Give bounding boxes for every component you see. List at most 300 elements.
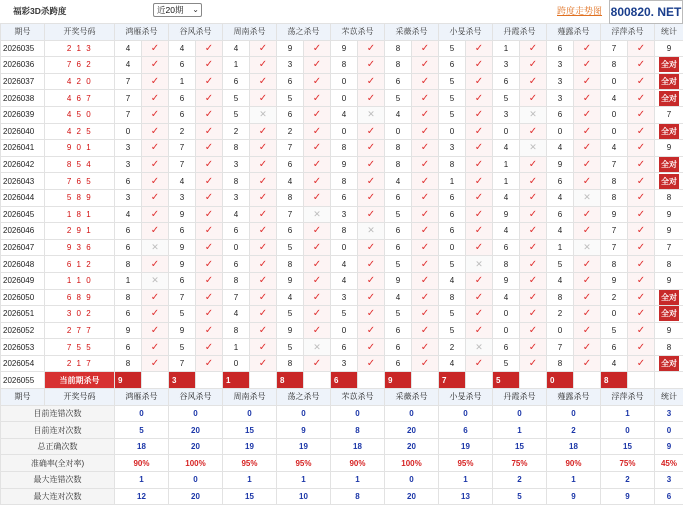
check-icon: ✓	[151, 76, 159, 87]
kill-number-cell: 6	[169, 223, 196, 240]
kill-number-cell: 4	[439, 355, 466, 372]
kill-number-cell: 5	[223, 106, 250, 123]
kill-number-cell: 6	[277, 223, 304, 240]
result-cell	[196, 256, 223, 273]
check-icon: ✓	[151, 93, 159, 104]
all-correct-badge: 全对	[659, 306, 679, 321]
column-header: 期号	[1, 389, 45, 406]
kill-number-cell: 5	[277, 306, 304, 323]
column-header: 薤露杀号	[547, 389, 601, 406]
check-icon: ✓	[205, 109, 213, 120]
kill-number-cell: 4	[601, 140, 628, 157]
open-number-cell: 8 5 4	[45, 156, 115, 173]
kill-number-cell: 8	[115, 256, 142, 273]
result-cell	[466, 106, 493, 123]
result-cell	[358, 256, 385, 273]
result-cell	[466, 322, 493, 339]
summary-label: 准确率(全对率)	[1, 455, 115, 472]
check-icon: ✓	[637, 76, 645, 87]
check-icon: ✓	[313, 142, 321, 153]
result-cell	[142, 173, 169, 190]
stat-cell	[655, 140, 683, 157]
stat-value: 8	[660, 340, 678, 355]
result-cell	[574, 339, 601, 356]
result-cell	[358, 239, 385, 256]
kill-number-cell: 4	[385, 106, 412, 123]
check-icon: ✓	[205, 342, 213, 353]
result-cell	[628, 289, 655, 306]
kill-number-cell: 3	[331, 289, 358, 306]
result-cell	[250, 289, 277, 306]
result-cell	[304, 173, 331, 190]
check-icon: ✓	[637, 259, 645, 270]
kill-number-cell: 5	[439, 256, 466, 273]
check-icon: ✓	[475, 43, 483, 54]
kill-number-cell: 4	[277, 173, 304, 190]
check-icon: ✓	[259, 43, 267, 54]
check-icon: ✓	[367, 192, 375, 203]
summary-value: 5	[493, 488, 547, 505]
result-cell	[304, 90, 331, 107]
kill-number-cell: 2	[547, 306, 574, 323]
check-icon: ✓	[259, 225, 267, 236]
table-row	[1, 239, 683, 256]
kill-number-cell: 1	[223, 57, 250, 74]
kill-number-cell: 8	[601, 189, 628, 206]
kill-number-cell: 8	[223, 272, 250, 289]
result-cell	[466, 173, 493, 190]
check-icon: ✓	[259, 142, 267, 153]
column-header: 丹霞杀号	[493, 389, 547, 406]
kill-number-cell: 8	[331, 173, 358, 190]
kill-number-cell: 0	[493, 306, 520, 323]
result-cell	[412, 322, 439, 339]
column-header: 开奖号码	[45, 389, 115, 406]
summary-value: 90%	[115, 455, 169, 472]
kill-number-cell: 8	[439, 289, 466, 306]
check-icon: ✓	[637, 142, 645, 153]
result-cell	[142, 73, 169, 90]
summary-value: 0	[169, 472, 223, 489]
check-icon: ✓	[475, 142, 483, 153]
check-icon: ✓	[151, 59, 159, 70]
result-cell	[466, 206, 493, 223]
summary-value: 0	[493, 405, 547, 422]
result-cell	[520, 239, 547, 256]
summary-value: 15	[223, 488, 277, 505]
kill-number-cell: 2	[169, 123, 196, 140]
check-icon: ✓	[367, 209, 375, 220]
result-cell	[574, 355, 601, 372]
table-row	[1, 206, 683, 223]
cross-icon: ✕	[367, 225, 375, 235]
all-correct-badge: 全对	[659, 124, 679, 139]
kill-number-cell: 4	[223, 40, 250, 57]
kill-number-cell: 0	[439, 123, 466, 140]
result-cell	[250, 90, 277, 107]
check-icon: ✓	[583, 225, 591, 236]
check-icon: ✓	[367, 176, 375, 187]
stat-value: 8	[660, 257, 678, 272]
stat-cell	[655, 206, 683, 223]
summary-value: 75%	[493, 455, 547, 472]
result-cell	[250, 123, 277, 140]
summary-row	[1, 472, 683, 489]
kill-number-cell: 9	[169, 322, 196, 339]
check-icon: ✓	[367, 76, 375, 87]
kill-number-cell: 8	[277, 189, 304, 206]
result-cell	[304, 57, 331, 74]
kill-number-cell: 6	[385, 339, 412, 356]
result-cell	[196, 339, 223, 356]
kill-number-cell: 7	[169, 156, 196, 173]
result-cell	[574, 306, 601, 323]
result-cell	[574, 106, 601, 123]
kill-number-cell: 9	[277, 322, 304, 339]
check-icon: ✓	[637, 43, 645, 54]
check-icon: ✓	[313, 176, 321, 187]
stat-cell	[655, 156, 683, 173]
open-number-cell: 4 2 5	[45, 123, 115, 140]
result-cell	[628, 106, 655, 123]
kill-number-cell: 7	[169, 289, 196, 306]
check-icon: ✓	[475, 209, 483, 220]
kill-number-cell: 3	[493, 57, 520, 74]
kill-number-cell: 1	[115, 272, 142, 289]
kill-number-cell: 8	[223, 322, 250, 339]
kill-number-cell: 7	[223, 289, 250, 306]
kill-number-cell: 4	[601, 355, 628, 372]
kill-number-cell: 2	[223, 123, 250, 140]
table-row	[1, 40, 683, 57]
current-kill-number: 0	[547, 372, 574, 389]
result-cell	[304, 256, 331, 273]
kill-number-cell: 0	[547, 123, 574, 140]
kill-number-cell: 6	[277, 106, 304, 123]
check-icon: ✓	[637, 109, 645, 120]
column-header: 采薇杀号	[385, 389, 439, 406]
result-cell	[196, 306, 223, 323]
kill-number-cell: 5	[331, 306, 358, 323]
check-icon: ✓	[475, 275, 483, 286]
result-cell	[412, 40, 439, 57]
check-icon: ✓	[151, 358, 159, 369]
result-cell	[520, 256, 547, 273]
summary-row	[1, 422, 683, 439]
kill-number-cell: 8	[385, 156, 412, 173]
check-icon: ✓	[583, 176, 591, 187]
check-icon: ✓	[259, 242, 267, 253]
check-icon: ✓	[367, 275, 375, 286]
all-correct-badge: 全对	[659, 91, 679, 106]
summary-value: 20	[385, 488, 439, 505]
check-icon: ✓	[313, 325, 321, 336]
column-header: 鸿雁杀号	[115, 24, 169, 41]
stat-cell	[655, 173, 683, 190]
kill-number-cell: 4	[547, 223, 574, 240]
check-icon: ✓	[367, 358, 375, 369]
summary-value: 1	[115, 472, 169, 489]
open-number-cell: 7 5 5	[45, 339, 115, 356]
summary-value: 15	[493, 438, 547, 455]
cross-icon: ✕	[259, 109, 267, 119]
table-row	[1, 223, 683, 240]
result-cell	[628, 256, 655, 273]
stat-cell	[655, 189, 683, 206]
check-icon: ✓	[259, 358, 267, 369]
kill-number-cell: 8	[547, 355, 574, 372]
kill-number-cell: 7	[169, 355, 196, 372]
kill-number-cell: 4	[547, 140, 574, 157]
check-icon: ✓	[259, 76, 267, 87]
stat-cell	[655, 106, 683, 123]
open-number-cell: 6 1 2	[45, 256, 115, 273]
result-cell	[520, 272, 547, 289]
kill-number-cell: 9	[547, 156, 574, 173]
result-cell	[304, 239, 331, 256]
result-cell	[142, 239, 169, 256]
result-cell	[142, 57, 169, 74]
result-cell	[520, 57, 547, 74]
result-cell	[412, 106, 439, 123]
result-cell	[250, 272, 277, 289]
empty-cell	[574, 372, 601, 389]
kill-number-cell: 3	[547, 57, 574, 74]
result-cell	[304, 156, 331, 173]
summary-value: 95%	[223, 455, 277, 472]
stat-cell	[655, 57, 683, 74]
result-cell	[196, 123, 223, 140]
check-icon: ✓	[475, 76, 483, 87]
stat-value: 7	[660, 240, 678, 255]
kill-number-cell: 1	[439, 173, 466, 190]
check-icon: ✓	[313, 109, 321, 120]
result-cell	[304, 339, 331, 356]
kill-number-cell: 7	[601, 239, 628, 256]
cross-icon: ✕	[529, 109, 537, 119]
check-icon: ✓	[205, 93, 213, 104]
check-icon: ✓	[421, 225, 429, 236]
kill-number-cell: 8	[331, 223, 358, 240]
check-icon: ✓	[205, 292, 213, 303]
check-icon: ✓	[529, 308, 537, 319]
check-icon: ✓	[637, 192, 645, 203]
check-icon: ✓	[421, 358, 429, 369]
result-cell	[412, 123, 439, 140]
kill-number-cell: 3	[169, 189, 196, 206]
summary-value: 1	[493, 422, 547, 439]
kill-number-cell: 4	[439, 272, 466, 289]
period-cell: 2026048	[1, 256, 45, 273]
kill-number-cell: 3	[223, 189, 250, 206]
table-row	[1, 140, 683, 157]
kill-number-cell: 6	[115, 339, 142, 356]
result-cell	[412, 239, 439, 256]
trend-chart-link[interactable]: 跨度走势图	[557, 4, 602, 17]
kill-number-cell: 6	[385, 355, 412, 372]
summary-value: 20	[385, 438, 439, 455]
all-correct-badge: 全对	[659, 74, 679, 89]
kill-number-cell: 6	[439, 223, 466, 240]
result-cell	[358, 173, 385, 190]
result-cell	[574, 289, 601, 306]
check-icon: ✓	[421, 192, 429, 203]
kill-number-cell: 9	[493, 272, 520, 289]
kill-number-cell: 4	[493, 140, 520, 157]
result-cell	[196, 206, 223, 223]
kill-number-cell: 9	[277, 272, 304, 289]
kill-number-cell: 6	[331, 189, 358, 206]
result-cell	[304, 206, 331, 223]
check-icon: ✓	[205, 242, 213, 253]
check-icon: ✓	[529, 209, 537, 220]
result-cell	[628, 156, 655, 173]
kill-number-cell: 8	[385, 140, 412, 157]
summary-value: 9	[547, 488, 601, 505]
kill-number-cell: 7	[601, 223, 628, 240]
check-icon: ✓	[205, 308, 213, 319]
result-cell	[628, 239, 655, 256]
result-cell	[142, 339, 169, 356]
summary-value: 2	[547, 422, 601, 439]
kill-number-cell: 1	[223, 339, 250, 356]
check-icon: ✓	[313, 59, 321, 70]
check-icon: ✓	[151, 126, 159, 137]
summary-value: 12	[115, 488, 169, 505]
result-cell	[574, 206, 601, 223]
kill-number-cell: 6	[439, 189, 466, 206]
check-icon: ✓	[259, 192, 267, 203]
cross-icon: ✕	[475, 259, 483, 269]
result-cell	[574, 156, 601, 173]
kill-number-cell: 8	[331, 57, 358, 74]
kill-number-cell: 5	[277, 239, 304, 256]
check-icon: ✓	[259, 325, 267, 336]
period-cell: 2026044	[1, 189, 45, 206]
all-correct-badge: 全对	[659, 157, 679, 172]
result-cell	[628, 355, 655, 372]
summary-stat: 3	[655, 472, 683, 489]
summary-value: 2	[493, 472, 547, 489]
kill-number-cell: 1	[493, 173, 520, 190]
summary-stat: 0	[655, 422, 683, 439]
summary-value: 0	[115, 405, 169, 422]
check-icon: ✓	[367, 159, 375, 170]
check-icon: ✓	[583, 325, 591, 336]
kill-number-cell: 8	[601, 173, 628, 190]
result-cell	[196, 322, 223, 339]
summary-value: 9	[277, 422, 331, 439]
period-select-value: 近20期	[157, 5, 183, 15]
result-cell	[412, 57, 439, 74]
result-cell	[358, 355, 385, 372]
kill-number-cell: 6	[331, 339, 358, 356]
check-icon: ✓	[367, 308, 375, 319]
open-number-cell: 9 0 1	[45, 140, 115, 157]
period-cell: 2026038	[1, 90, 45, 107]
summary-value: 1	[547, 472, 601, 489]
check-icon: ✓	[583, 308, 591, 319]
table-row	[1, 272, 683, 289]
check-icon: ✓	[421, 308, 429, 319]
check-icon: ✓	[421, 109, 429, 120]
result-cell	[142, 123, 169, 140]
kill-number-cell: 5	[547, 256, 574, 273]
kill-number-cell: 0	[331, 239, 358, 256]
kill-number-cell: 4	[223, 306, 250, 323]
open-number-cell: 4 2 0	[45, 73, 115, 90]
check-icon: ✓	[637, 325, 645, 336]
period-cell: 2026046	[1, 223, 45, 240]
result-cell	[250, 339, 277, 356]
check-icon: ✓	[205, 225, 213, 236]
result-cell	[250, 223, 277, 240]
column-header: 小旻杀号	[439, 24, 493, 41]
stat-value: 9	[660, 273, 678, 288]
kill-number-cell: 5	[439, 90, 466, 107]
result-cell	[358, 306, 385, 323]
table-row	[1, 322, 683, 339]
check-icon: ✓	[259, 93, 267, 104]
result-cell	[196, 173, 223, 190]
summary-value: 10	[277, 488, 331, 505]
kill-number-cell: 0	[547, 322, 574, 339]
result-cell	[520, 140, 547, 157]
column-header: 周南杀号	[223, 389, 277, 406]
kill-number-cell: 6	[169, 106, 196, 123]
summary-value: 100%	[385, 455, 439, 472]
result-cell	[196, 355, 223, 372]
result-cell	[250, 40, 277, 57]
check-icon: ✓	[313, 76, 321, 87]
kill-number-cell: 1	[547, 239, 574, 256]
current-label: 当前期杀号	[45, 372, 115, 389]
cross-icon: ✕	[475, 342, 483, 352]
check-icon: ✓	[421, 259, 429, 270]
check-icon: ✓	[259, 342, 267, 353]
check-icon: ✓	[637, 225, 645, 236]
result-cell	[250, 173, 277, 190]
check-icon: ✓	[313, 275, 321, 286]
result-cell	[628, 306, 655, 323]
kill-number-cell: 5	[277, 90, 304, 107]
kill-number-cell: 6	[223, 256, 250, 273]
kill-number-cell: 0	[439, 239, 466, 256]
stat-value: 9	[660, 323, 678, 338]
table-row	[1, 73, 683, 90]
check-icon: ✓	[529, 59, 537, 70]
check-icon: ✓	[421, 43, 429, 54]
result-cell	[196, 90, 223, 107]
summary-value: 0	[277, 405, 331, 422]
kill-number-cell: 4	[493, 289, 520, 306]
open-number-cell: 7 6 2	[45, 57, 115, 74]
result-cell	[142, 156, 169, 173]
result-cell	[196, 239, 223, 256]
check-icon: ✓	[259, 308, 267, 319]
kill-number-cell: 7	[547, 339, 574, 356]
period-select[interactable]	[153, 3, 202, 17]
kill-number-cell: 5	[439, 40, 466, 57]
check-icon: ✓	[205, 209, 213, 220]
chevron-down-icon: ⌄	[192, 4, 199, 16]
check-icon: ✓	[421, 176, 429, 187]
summary-label: 最大连错次数	[1, 472, 115, 489]
check-icon: ✓	[151, 308, 159, 319]
summary-value: 1	[277, 472, 331, 489]
summary-stat: 3	[655, 405, 683, 422]
result-cell	[520, 123, 547, 140]
